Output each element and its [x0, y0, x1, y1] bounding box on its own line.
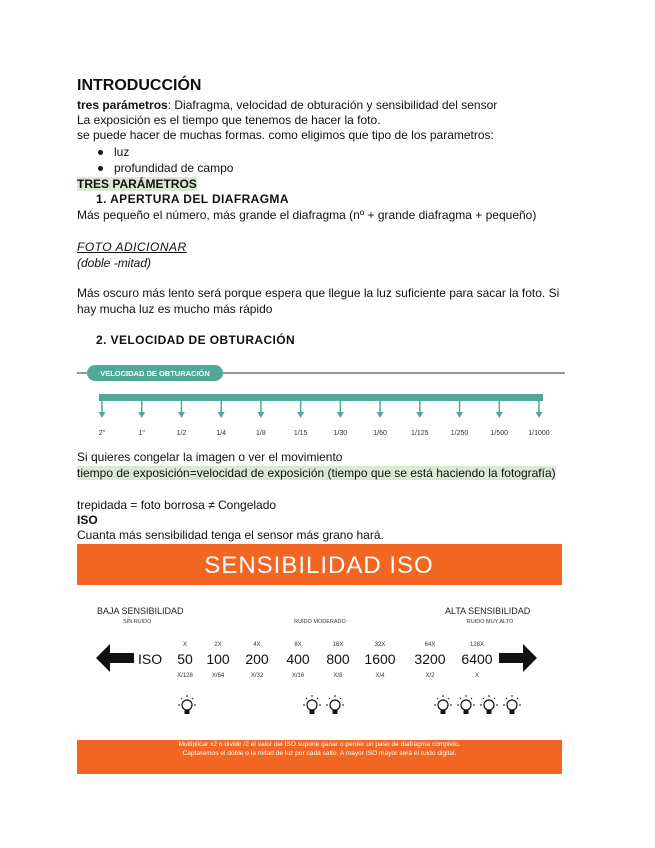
tick-arrow-icon	[456, 412, 463, 418]
iso-value: 6400	[461, 651, 493, 667]
iso-multiplier: 32X	[374, 642, 386, 648]
tick-group	[99, 401, 550, 437]
tick-arrow-icon	[99, 412, 106, 418]
tick-arrow-icon	[257, 412, 264, 418]
iso-multiplier: X	[182, 642, 188, 648]
apertura-text: Más pequeño el número, más grande el diafragma (nº + grande diafragma + pequeño)	[77, 208, 537, 222]
tick-arrow-icon	[178, 412, 185, 418]
iso-footer: Multiplicar x2 o dividir /2 el valor del ISO supone ganar o perder un paso de diafragma completo. Captaremos el doble o la mitad de luz por cada salto. A mayor ISO mayor será el ruido digital.	[178, 741, 461, 757]
alta-sub: RUIDO MUY ALTO	[466, 619, 514, 625]
tiempo-text	[77, 466, 556, 481]
iso-multiplier: 4X	[253, 642, 261, 648]
tick-label: 1/15	[293, 430, 308, 437]
section-heading	[77, 177, 197, 192]
iso-value: 800	[326, 651, 350, 667]
iso-infographic	[77, 544, 562, 774]
apertura-heading: 1. APERTURA DEL DIAFRAGMA	[96, 192, 289, 206]
foto-adicionar: FOTO ADICIONAR	[77, 240, 187, 254]
tick-arrow-icon	[496, 412, 503, 418]
tres-heading: TRES PARÁMETROS	[77, 177, 197, 191]
diagram-label: VELOCIDAD DE OBTURACIÓN	[100, 369, 210, 378]
tres-text: : Diafragma, velocidad de obturación y sensibilidad del sensor	[167, 98, 498, 112]
tick-label: 1/2	[176, 430, 187, 437]
iso-value: 400	[286, 651, 310, 667]
parameter-list	[96, 144, 233, 176]
tick-label: 1/125	[411, 430, 429, 437]
tick-label: 1/250	[450, 430, 469, 437]
list-item: luz	[96, 144, 233, 160]
tick-arrow-icon	[138, 412, 145, 418]
tick-arrow-icon	[377, 412, 384, 418]
shutter-speed-diagram	[77, 362, 565, 442]
tick-label: 2"	[98, 430, 106, 437]
baja-label: BAJA SENSIBILIDAD	[97, 606, 184, 616]
tick-label: 1/30	[333, 430, 348, 437]
doble-mitad: (doble -mitad)	[77, 256, 152, 270]
tick-arrow-icon	[218, 412, 225, 418]
exposure-text: La exposición es el tiempo que tenemos de hacer la foto.	[77, 113, 381, 127]
congelar-text: Si quieres congelar la imagen o ver el movimiento	[77, 450, 343, 464]
iso-value: 50	[177, 651, 193, 667]
iso-multiplier: 8X	[294, 642, 302, 648]
iso-value: 200	[245, 651, 269, 667]
iso-banner-title: SENSIBILIDAD ISO	[204, 552, 434, 579]
iso-value: 3200	[414, 651, 446, 667]
tick-label: 1/4	[216, 430, 227, 437]
iso-fraction: X/8	[333, 673, 343, 679]
how-text: se puede hacer de muchas formas. como eligimos que tipo de los parametros:	[77, 128, 494, 142]
iso-multiplier: 64X	[424, 642, 436, 648]
alta-label: ALTA SENSIBILIDAD	[445, 606, 531, 616]
iso-fraction: X	[474, 673, 480, 679]
iso-fraction: X/128	[177, 673, 193, 679]
iso-label: ISO	[138, 651, 163, 667]
iso-fraction: X/16	[291, 673, 305, 679]
oscuro-line-2: hay mucha luz es mucho más rápido	[77, 302, 273, 316]
iso-fraction: X/32	[250, 673, 264, 679]
intro-line	[77, 98, 497, 113]
tick-label: 1"	[138, 430, 145, 437]
iso-multiplier: 2X	[214, 642, 222, 648]
iso-text: Cuanta más sensibilidad tenga el sensor más grano hará.	[77, 528, 384, 542]
page-title: INTRODUCCIÓN	[77, 77, 202, 94]
tick-arrow-icon	[416, 412, 423, 418]
iso-multiplier: 128X	[469, 642, 485, 648]
tick-label: 1/1000	[528, 430, 550, 437]
iso-fraction: X/2	[425, 673, 435, 679]
iso-heading: ISO	[77, 513, 98, 527]
iso-multiplier: 16X	[332, 642, 344, 648]
baja-sub: SIN RUIDO	[123, 619, 152, 625]
tick-label: 1/8	[256, 430, 266, 437]
velocidad-heading: 2. VELOCIDAD DE OBTURACIÓN	[96, 333, 296, 347]
tick-arrow-icon	[297, 412, 304, 418]
iso-fraction: X/4	[375, 673, 385, 679]
tick-label: 1/60	[373, 430, 387, 437]
tres-label: tres parámetros	[77, 98, 168, 112]
oscuro-line-1: Más oscuro más lento será porque espera que llegue la luz suficiente para sacar la foto. Si	[77, 286, 560, 300]
trepidada-text: trepidada = foto borrosa ≠ Congelado	[77, 498, 277, 512]
tick-arrow-icon	[337, 412, 344, 418]
iso-value: 1600	[364, 651, 396, 667]
medio-sub: RUIDO MODERADO	[294, 619, 346, 625]
tiempo-highlight: tiempo de exposición=velocidad de exposición (tiempo que se está haciendo la fotografía)	[77, 466, 556, 480]
iso-value: 100	[206, 651, 230, 667]
list-item: profundidad de campo	[96, 160, 233, 176]
tick-label: 1/500	[490, 430, 509, 437]
iso-fraction: X/64	[211, 673, 225, 679]
tick-arrow-icon	[536, 412, 543, 418]
